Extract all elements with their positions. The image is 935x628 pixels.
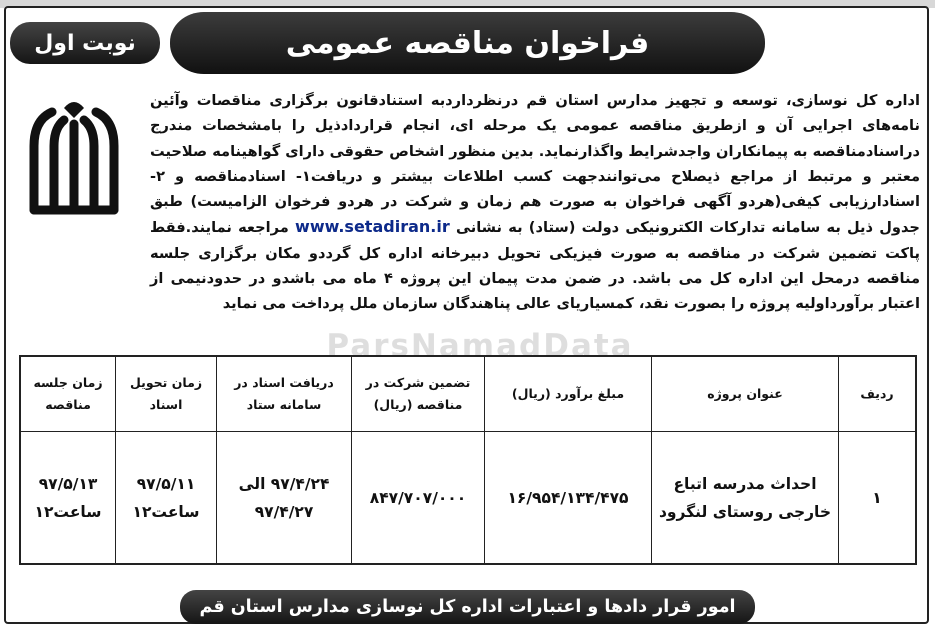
cell-project: احداث مدرسه اتباع خارجی روستای لنگرود — [652, 432, 839, 565]
setadiran-link[interactable]: www.setadiran.ir — [295, 217, 450, 237]
cell-meeting: ۹۷/۵/۱۳ ساعت۱۲ — [20, 432, 116, 565]
page-title: فراخوان مناقصه عمومی — [285, 25, 650, 61]
body-text-rest: مراجعه نمایند.فقط پاکت تضمین شرکت در مناقصه به صورت فیزیکی تحویل دبیرخانه اداره کل گردد‌و مکان برگزاری جلسه مناقصه درمحل این اداره کل می باشد. در ضمن مدت پیمان این پروژه ۴ ماه می باشدو در حدودنیمی از اعتبار برآوردا‌ولیه پروژه را بصورت نقد، کمسیاریای عالی پناهندگان سازمان ملل پرداخت می نماید — [150, 219, 920, 313]
body-text-main: اداره کل نوسازی، توسعه و تجهیز مدارس استان قم درنظرداردبه استنادقانون برگزاری مناقصات وآئین نامه‌های اجرایی آن و ازطریق مناقصه عمومی یک مرحله ای، انجام قراردادذیل را بامشخصات مندرج دراسنادمناقصه به پیمانکاران واجدشرایط واگذارنماید. بدین منظور اشخاص حقوقی دارای گواهینامه صلاحیت معتبر و مرتبط از مراجع ذیصلاح می‌توانندجهت کسب اطلاعات بیشتر و دریافت۱- اسنادمناقصه و ۲-اسنادارزیابی کیفی(هردو آگهی فراخوان به صورت هم زمان و شرکت در هردو فرخوان الزامیست) طبق جدول ذیل به سامانه تدارکات الکترونیکی دولت (ستاد) به نشانی — [150, 92, 920, 237]
col-header-estimate: مبلغ برآورد (ریال) — [485, 356, 652, 432]
state-emblem-icon — [12, 98, 136, 216]
col-header-receive-docs: دریافت اسناد در سامانه ستاد — [217, 356, 352, 432]
cell-deliver-docs: ۹۷/۵/۱۱ ساعت۱۲ — [116, 432, 217, 565]
col-header-deliver-docs: زمان تحویل اسناد — [116, 356, 217, 432]
col-header-guarantee: تضمین شرکت در مناقصه (ریال) — [352, 356, 485, 432]
announcement-body — [150, 88, 920, 338]
round-label: نوبت اول — [10, 22, 160, 64]
cell-guarantee: ۸۴۷/۷۰۷/۰۰۰ — [352, 432, 485, 565]
col-header-meeting: زمان جلسه مناقصه — [20, 356, 116, 432]
header-banner — [170, 12, 765, 74]
table-row — [20, 432, 916, 565]
col-header-project: عنوان پروژه — [652, 356, 839, 432]
cell-estimate: ۱۶/۹۵۴/۱۳۴/۴۷۵ — [485, 432, 652, 565]
footer-banner: امور قرار دادها و اعتبارات اداره کل نوسازی مدارس استان قم — [180, 590, 755, 624]
tender-table — [19, 355, 917, 565]
table-header-row — [20, 356, 916, 432]
cell-row: ۱ — [839, 432, 917, 565]
cell-receive-docs: ۹۷/۴/۲۴ الی ۹۷/۴/۲۷ — [217, 432, 352, 565]
watermark: ParsNamadData — [326, 328, 634, 364]
col-header-row: ردیف — [839, 356, 917, 432]
